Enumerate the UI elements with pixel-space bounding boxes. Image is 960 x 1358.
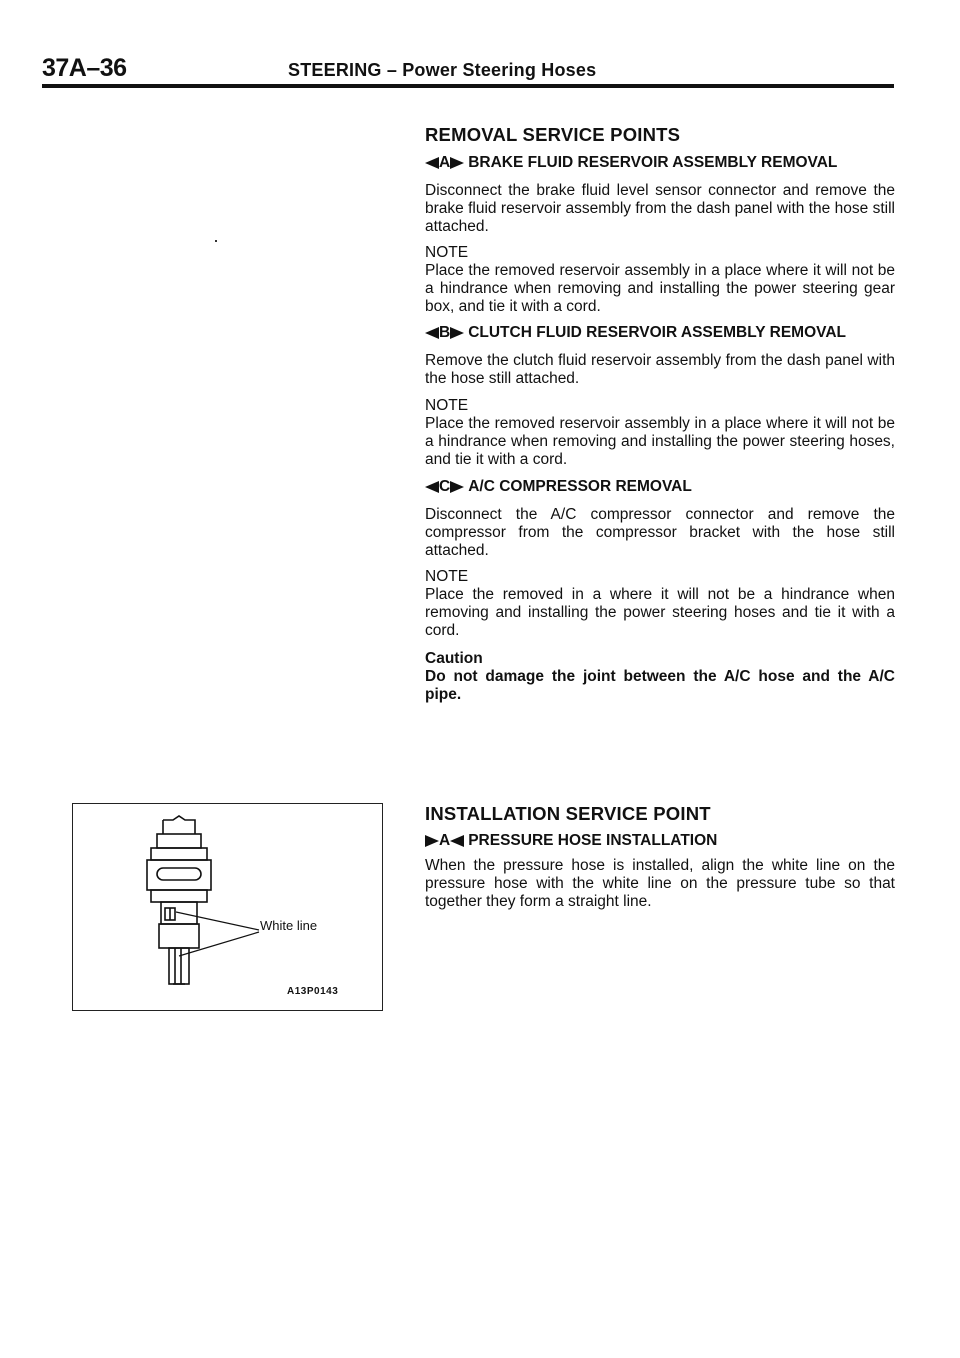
removal-item-b-text: Remove the clutch fluid reservoir assembly from the dash panel with the hose still attached. [425,352,895,387]
installation-heading: INSTALLATION SERVICE POINT [425,803,711,824]
installation-item-a-title: A PRESSURE HOSE INSTALLATION [425,832,717,850]
arrow-right-icon [450,481,464,493]
arrow-left-icon [450,835,464,847]
removal-heading: REMOVAL SERVICE POINTS [425,124,681,145]
removal-item-b-title: B CLUTCH FLUID RESERVOIR ASSEMBLY REMOVAL [425,324,846,342]
removal-item-c-note: Place the removed in a where it will not be a hindrance when removing and installing the power steering hoses and tie it with a cord. [425,586,895,639]
removal-item-a-title: A BRAKE FLUID RESERVOIR ASSEMBLY REMOVAL [425,154,837,172]
header-rule [42,84,894,88]
removal-item-b-note-label: NOTE [425,397,469,414]
removal-item-c-text: Disconnect the A/C compressor connector and remove the compressor from the compressor bracket with the hose still attached. [425,506,895,559]
header-title: STEERING – Power Steering Hoses [288,60,597,80]
removal-item-b-note: Place the removed reservoir assembly in a place where it will not be a hindrance when removing and installing the power steering hoses, and tie it with a cord. [425,415,895,468]
arrow-right-icon [450,157,464,169]
service-marker-b: B [425,324,464,342]
service-marker-install-a: A [425,832,464,850]
arrow-right-icon [450,327,464,339]
stray-dot [215,240,217,242]
arrow-left-icon [425,327,439,339]
page-number: 37A–36 [42,54,127,82]
installation-item-a-text: When the pressure hose is installed, align the white line on the pressure hose with the white line on the pressure tube so that together they form a straight line. [425,857,895,910]
service-marker-c: C [425,478,464,496]
caution-label: Caution [425,650,483,667]
service-marker-a: A [425,154,464,172]
arrow-left-icon [425,481,439,493]
figure-code: A13P0143 [287,986,339,997]
caution-text: Do not damage the joint between the A/C hose and the A/C pipe. [425,668,895,703]
removal-item-a-note-label: NOTE [425,244,469,261]
arrow-right-icon [425,835,439,847]
pressure-hose-illustration [73,804,384,1012]
removal-item-c-note-label: NOTE [425,568,469,585]
arrow-left-icon [425,157,439,169]
removal-item-a-text: Disconnect the brake fluid level sensor connector and remove the brake fluid reservoir assembly from the dash panel with the hose still attached. [425,182,895,235]
removal-item-a-note: Place the removed reservoir assembly in a place where it will not be a hindrance when removing and installing the power steering gear box, and tie it with a cord. [425,262,895,315]
white-line-label: White line [260,918,318,933]
hose-figure [72,803,383,1011]
removal-item-c-title: C A/C COMPRESSOR REMOVAL [425,478,692,496]
